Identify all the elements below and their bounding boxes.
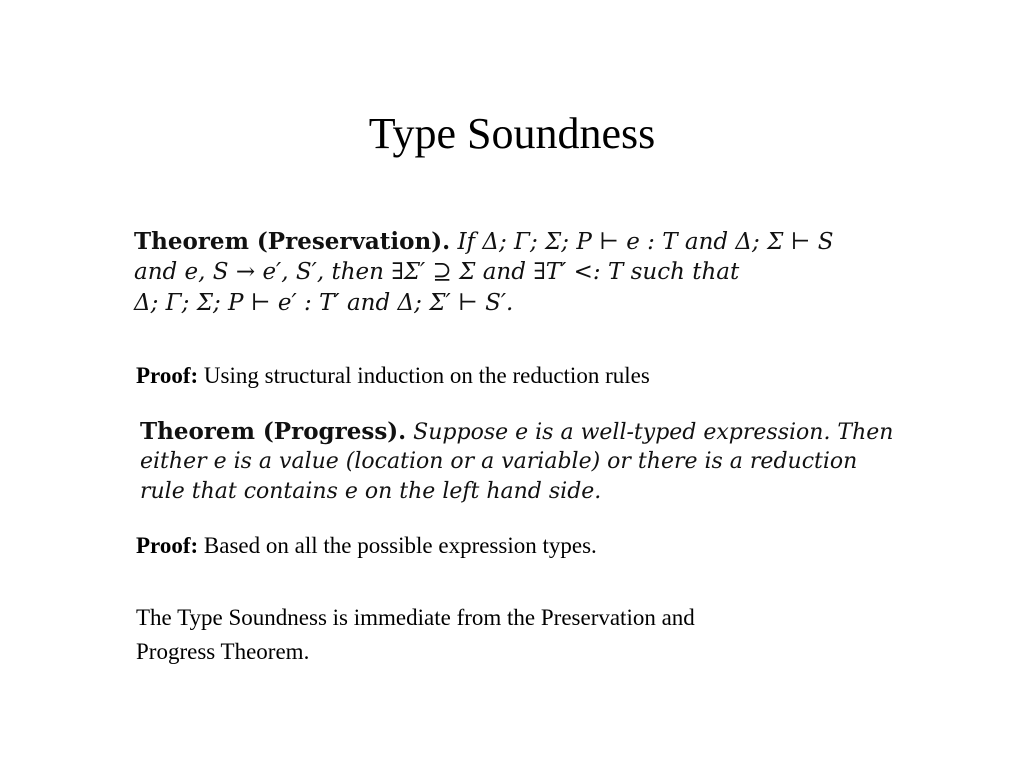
- progress-heading: Theorem (Progress).: [140, 418, 407, 445]
- proof-label: Proof:: [136, 533, 199, 558]
- progress-theorem: [140, 417, 900, 507]
- proof-text: Using structural induction on the reduction rules: [203, 363, 650, 388]
- preservation-theorem: [134, 226, 894, 319]
- progress-statement-start: Suppose e is a well-typed expression. Then: [413, 420, 894, 445]
- preservation-line-1: [134, 226, 894, 257]
- proof-label: Proof:: [136, 363, 199, 388]
- progress-line-3: rule that contains e on the left hand side.: [140, 479, 602, 504]
- preservation-statement-start: If Δ; Γ; Σ; P ⊢ e : T and Δ; Σ ⊢ S: [457, 229, 834, 255]
- conclusion-line-2: Progress Theorem.: [136, 639, 310, 664]
- proof-text: Based on all the possible expression types.: [203, 533, 597, 558]
- slide-title: Type Soundness: [368, 109, 656, 158]
- conclusion-line-1: The Type Soundness is immediate from the Preservation and: [136, 605, 695, 630]
- preservation-proof: [136, 361, 650, 391]
- progress-proof: [136, 531, 597, 561]
- preservation-heading: Theorem (Preservation).: [134, 228, 451, 255]
- conclusion-paragraph: [136, 601, 896, 669]
- progress-line-2: either e is a value (location or a variable) or there is a reduction: [140, 449, 858, 474]
- preservation-line-3: Δ; Γ; Σ; P ⊢ e′ : T′ and Δ; Σ′ ⊢ S′.: [134, 290, 514, 316]
- preservation-line-2: and e, S → e′, S′, then ∃Σ′ ⊇ Σ and ∃T′ <: T such that: [134, 259, 740, 285]
- progress-line-1: [140, 417, 900, 447]
